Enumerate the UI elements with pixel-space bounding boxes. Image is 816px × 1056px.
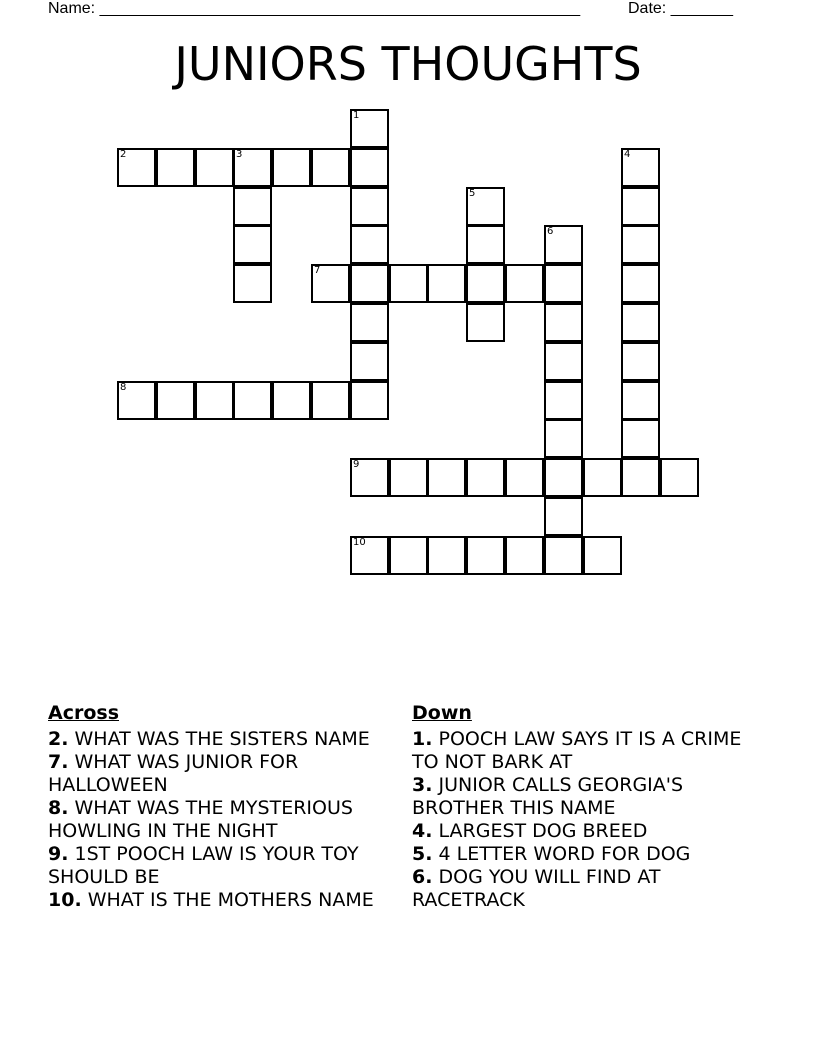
grid-cell[interactable]	[233, 381, 272, 420]
grid-cell[interactable]	[466, 303, 505, 342]
grid-cell[interactable]	[544, 303, 583, 342]
clue-text: WHAT WAS THE SISTERS NAME	[74, 728, 370, 750]
clue-number: 6.	[412, 866, 433, 888]
grid-cell[interactable]	[233, 187, 272, 226]
grid-cell[interactable]	[544, 497, 583, 536]
grid-cell[interactable]	[621, 187, 660, 226]
grid-cell[interactable]	[544, 225, 583, 264]
grid-cell[interactable]	[195, 381, 234, 420]
grid-cell[interactable]	[350, 109, 389, 148]
clue-text: 1ST POOCH LAW IS YOUR TOY SHOULD BE	[48, 843, 359, 888]
grid-cell[interactable]	[350, 342, 389, 381]
grid-cell[interactable]	[544, 264, 583, 303]
grid-cell[interactable]	[621, 148, 660, 187]
clue-number: 1.	[412, 728, 433, 750]
cell-number: 9	[353, 459, 360, 470]
grid-cell[interactable]	[583, 458, 622, 497]
clue-number: 5.	[412, 843, 433, 865]
grid-cell[interactable]	[544, 342, 583, 381]
clue-number: 9.	[48, 843, 69, 865]
across-clue	[48, 797, 398, 843]
grid-cell[interactable]	[272, 381, 311, 420]
grid-cell[interactable]	[621, 303, 660, 342]
grid-cell[interactable]	[621, 225, 660, 264]
grid-cell[interactable]	[505, 536, 544, 575]
clue-number: 10.	[48, 889, 82, 911]
across-clue	[48, 889, 398, 912]
grid-cell[interactable]	[505, 264, 544, 303]
grid-cell[interactable]	[505, 458, 544, 497]
clue-number: 8.	[48, 797, 69, 819]
cell-number: 10	[353, 537, 366, 548]
across-heading: Across	[48, 702, 120, 724]
clue-number: 2.	[48, 728, 69, 750]
clue-number: 4.	[412, 820, 433, 842]
down-clue	[412, 774, 742, 820]
grid-cell[interactable]	[621, 419, 660, 458]
across-clues	[48, 702, 398, 912]
cell-number: 2	[120, 149, 127, 160]
name-field-label: Name: ______________________________________________________	[48, 0, 581, 17]
grid-cell[interactable]	[466, 264, 505, 303]
grid-cell[interactable]	[117, 148, 156, 187]
grid-cell[interactable]	[427, 536, 466, 575]
across-clue	[48, 728, 398, 751]
grid-cell[interactable]	[233, 264, 272, 303]
grid-cell[interactable]	[195, 148, 234, 187]
grid-cell[interactable]	[621, 264, 660, 303]
cell-number: 4	[624, 149, 631, 160]
grid-cell[interactable]	[350, 458, 389, 497]
puzzle-title: JUNIORS THOUGHTS	[174, 37, 642, 91]
clue-text: DOG YOU WILL FIND AT RACETRACK	[412, 866, 661, 911]
grid-cell[interactable]	[466, 536, 505, 575]
grid-cell[interactable]	[350, 187, 389, 226]
cell-number: 5	[469, 188, 476, 199]
down-heading: Down	[412, 702, 472, 724]
clue-text: POOCH LAW SAYS IT IS A CRIME TO NOT BARK AT	[412, 728, 742, 773]
down-clue	[412, 843, 742, 866]
clue-text: WHAT WAS JUNIOR FOR HALLOWEEN	[48, 751, 299, 796]
grid-cell[interactable]	[311, 381, 350, 420]
grid-cell[interactable]	[233, 225, 272, 264]
grid-cell[interactable]	[350, 225, 389, 264]
clue-text: 4 LETTER WORD FOR DOG	[438, 843, 691, 865]
down-clue	[412, 728, 742, 774]
grid-cell[interactable]	[350, 381, 389, 420]
down-clue	[412, 866, 742, 912]
clue-text: LARGEST DOG BREED	[438, 820, 648, 842]
clue-text: JUNIOR CALLS GEORGIA'S BROTHER THIS NAME	[412, 774, 684, 819]
grid-cell[interactable]	[389, 536, 428, 575]
cell-number: 1	[353, 110, 360, 121]
cell-number: 6	[547, 226, 554, 237]
cell-number: 3	[236, 149, 243, 160]
grid-cell[interactable]	[350, 303, 389, 342]
down-clue	[412, 820, 742, 843]
grid-cell[interactable]	[427, 264, 466, 303]
across-clue	[48, 751, 398, 797]
clue-number: 7.	[48, 751, 69, 773]
cell-number: 8	[120, 382, 127, 393]
grid-cell[interactable]	[660, 458, 699, 497]
grid-cell[interactable]	[583, 536, 622, 575]
grid-cell[interactable]	[156, 381, 195, 420]
clue-text: WHAT WAS THE MYSTERIOUS HOWLING IN THE NIGHT	[48, 797, 353, 842]
grid-cell[interactable]	[311, 264, 350, 303]
grid-cell[interactable]	[544, 419, 583, 458]
clue-text: WHAT IS THE MOTHERS NAME	[87, 889, 374, 911]
grid-cell[interactable]	[350, 264, 389, 303]
grid-cell[interactable]	[544, 381, 583, 420]
grid-cell[interactable]	[427, 458, 466, 497]
grid-cell[interactable]	[466, 187, 505, 226]
grid-cell[interactable]	[466, 225, 505, 264]
clue-number: 3.	[412, 774, 433, 796]
grid-cell[interactable]	[117, 381, 156, 420]
across-clue	[48, 843, 398, 889]
grid-cell[interactable]	[389, 458, 428, 497]
grid-cell[interactable]	[311, 148, 350, 187]
grid-cell[interactable]	[272, 148, 311, 187]
date-field-label: Date: _______	[628, 0, 733, 17]
grid-cell[interactable]	[544, 536, 583, 575]
grid-cell[interactable]	[621, 381, 660, 420]
grid-cell[interactable]	[350, 148, 389, 187]
grid-cell[interactable]	[621, 458, 660, 497]
grid-cell[interactable]	[156, 148, 195, 187]
grid-cell[interactable]	[466, 458, 505, 497]
grid-cell[interactable]	[350, 536, 389, 575]
down-clues	[412, 702, 742, 912]
grid-cell[interactable]	[233, 148, 272, 187]
cell-number: 7	[314, 265, 321, 276]
grid-cell[interactable]	[621, 342, 660, 381]
grid-cell[interactable]	[389, 264, 428, 303]
grid-cell[interactable]	[544, 458, 583, 497]
